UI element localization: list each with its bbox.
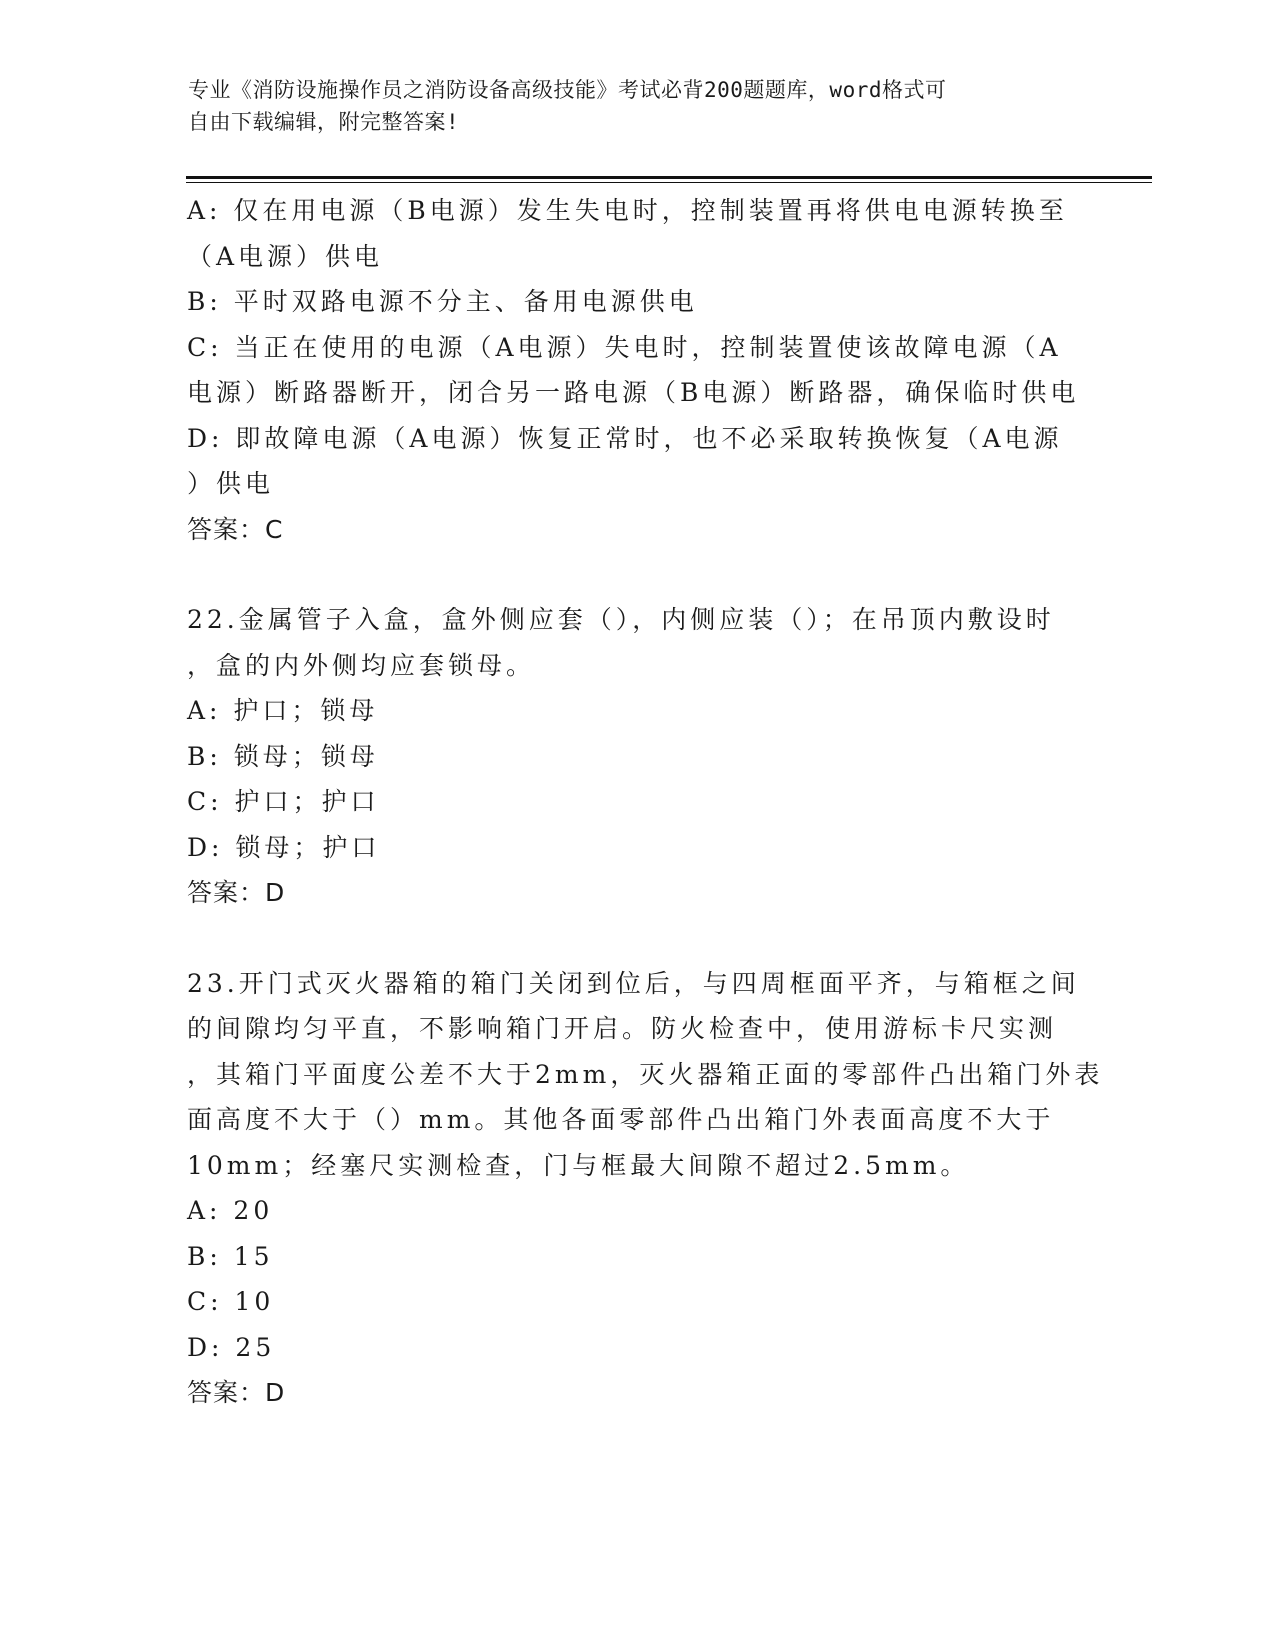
q22-option-b: B: 锁母；锁母 — [187, 741, 379, 771]
q22-option-a: A: 护口；锁母 — [187, 696, 379, 725]
q21-option-a-line-2: （A电源）供电 — [187, 241, 384, 271]
question-21-block — [187, 188, 1087, 552]
header-line-2: 自由下载编辑，附完整答案! — [188, 110, 460, 134]
q23-answer: 答案：D — [187, 1378, 286, 1407]
q23-stem-line-2: 的间隙均匀平直，不影响箱门开启。防火检查中，使用游标卡尺实测 — [187, 1014, 1058, 1043]
document-header — [188, 74, 1068, 138]
q23-option-b: B: 15 — [187, 1241, 274, 1271]
q22-stem-line-1: 22.金属管子入盒，盒外侧应套（），内侧应装（）；在吊顶内敷设时 — [187, 605, 1055, 634]
header-rule-thick — [186, 176, 1152, 179]
q22-answer: 答案：D — [187, 878, 286, 907]
q21-answer: 答案：C — [187, 514, 284, 544]
q22-option-d: D: 锁母；护口 — [187, 832, 381, 862]
header-line-1: 专业《消防设施操作员之消防设备高级技能》考试必背200题题库，word格式可 — [188, 78, 947, 102]
q21-option-d-line-2: ）供电 — [187, 469, 275, 498]
question-22-block — [187, 597, 1087, 916]
header-rule-thin — [186, 182, 1152, 183]
q21-option-b: B: 平时双路电源不分主、备用电源供电 — [187, 287, 698, 316]
q23-stem-line-4: 面高度不大于（）mm。其他各面零部件凸出箱门外表面高度不大于 — [187, 1105, 1055, 1134]
q23-stem-line-5: 10mm；经塞尺实测检查，门与框最大间隙不超过2.5mm。 — [187, 1150, 970, 1180]
q22-option-c: C: 护口；护口 — [187, 787, 380, 816]
q21-option-a-line-1: A: 仅在用电源（B电源）发生失电时，控制装置再将供电电源转换至 — [187, 196, 1068, 225]
q23-stem-line-1: 23.开门式灭火器箱的箱门关闭到位后，与四周框面平齐，与箱框之间 — [187, 968, 1080, 998]
spacer — [187, 916, 1087, 961]
document-body — [187, 188, 1104, 1416]
q22-stem-line-2: ，盒的内外侧均应套锁母。 — [187, 650, 536, 680]
q23-stem-line-3: ，其箱门平面度公差不大于2mm，灭火器箱正面的零部件凸出箱门外表 — [187, 1059, 1104, 1089]
q21-option-c-line-2: 电源）断路器断开，闭合另一路电源（B电源）断路器，确保临时供电 — [187, 378, 1080, 407]
question-23-block — [187, 961, 1104, 1416]
q23-option-a: A: 20 — [187, 1196, 274, 1225]
spacer — [187, 552, 1087, 597]
q21-option-c-line-1: C: 当正在使用的电源（A电源）失电时，控制装置使该故障电源（A — [187, 332, 1062, 362]
q21-option-d-line-1: D: 即故障电源（A电源）恢复正常时，也不必采取转换恢复（A电源 — [187, 423, 1063, 453]
q23-option-c: C: 10 — [187, 1287, 275, 1316]
q23-option-d: D: 25 — [187, 1332, 276, 1362]
